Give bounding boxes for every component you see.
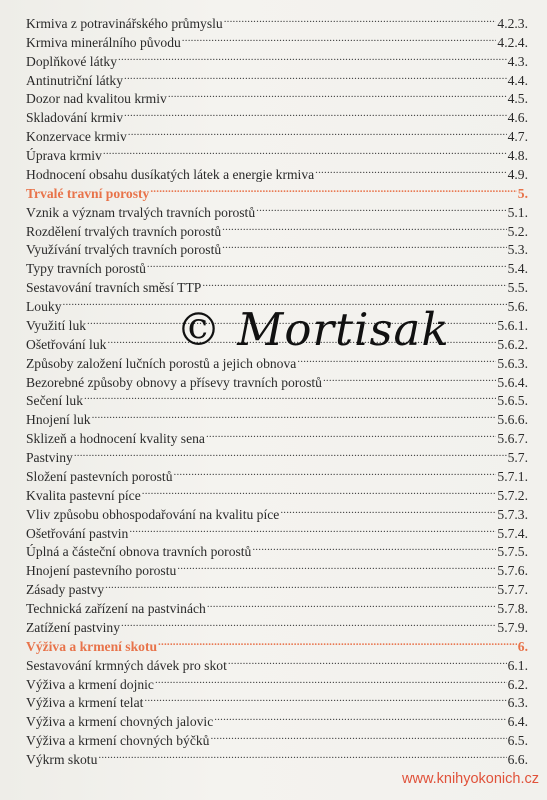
toc-entry-number: 4.4.	[507, 72, 528, 88]
toc-entry-number: 5.7.1.	[497, 468, 528, 484]
toc-entry-number: 5.7.5.	[497, 544, 528, 560]
toc-entry-title: Krmiva minerálního původu	[26, 34, 181, 50]
toc-entry-number: 4.5.	[507, 91, 528, 107]
toc-dot-leader	[158, 632, 517, 651]
toc-entry-number: 5.6.	[507, 299, 528, 314]
toc-entry-number: 5.1.	[507, 204, 528, 220]
toc-dot-leader	[202, 273, 506, 292]
toc-dot-leader	[222, 217, 506, 236]
toc-entry-title: Ošetřování luk	[26, 336, 107, 352]
toc-entry	[26, 387, 528, 409]
toc-entry-number: 5.7.9.	[497, 619, 528, 635]
toc-entry-number: 5.6.5.	[497, 393, 528, 409]
website-url: www.knihyokonich.cz	[402, 771, 539, 787]
toc-entry-title: Sklizeň a hodnocení kvality sena	[26, 431, 205, 447]
toc-dot-leader	[224, 9, 497, 28]
toc-dot-leader	[206, 424, 496, 443]
toc-dot-leader	[103, 141, 507, 160]
toc-entry-title: Hnojení luk	[26, 412, 91, 428]
toc-dot-leader	[222, 236, 506, 255]
toc-entry-number: 5.7.6.	[497, 563, 528, 579]
toc-dot-leader	[121, 613, 496, 632]
toc-dot-leader	[98, 745, 506, 764]
toc-dot-leader	[207, 594, 497, 613]
toc-entry-number: 5.7.3.	[497, 506, 528, 522]
toc-entry-title: Louky	[26, 299, 62, 314]
toc-dot-leader	[142, 481, 497, 500]
toc-entry-number: 6.2.	[507, 676, 528, 692]
toc-dot-leader	[147, 254, 507, 273]
toc-dot-leader	[144, 689, 506, 708]
toc-entry-number: 5.6.2.	[497, 336, 528, 352]
table-of-contents	[26, 9, 528, 767]
toc-dot-leader	[105, 575, 496, 594]
copyright-watermark: © Mortisak	[176, 303, 450, 356]
toc-entry-title: Bezorebné způsoby obnovy a přísevy travních porostů	[26, 374, 322, 390]
toc-dot-leader	[129, 519, 496, 538]
toc-entry-title: Antinutriční látky	[26, 72, 124, 88]
toc-entry-title: Sečení luk	[26, 393, 84, 409]
toc-entry-title: Kvalita pastevní píce	[26, 487, 141, 503]
toc-entry-title: Výživa a krmení chovných jalovic	[26, 714, 214, 730]
toc-entry-title: Výkrm skotu	[26, 752, 98, 767]
toc-entry-number: 5.6.4.	[497, 374, 528, 390]
toc-entry-number: 5.4.	[507, 261, 528, 277]
toc-entry-number: 5.5.	[507, 280, 528, 296]
toc-entry-title: Typy travních porostů	[26, 261, 146, 277]
toc-entry-number: 4.2.4.	[497, 34, 528, 50]
toc-entry-number: 5.6.7.	[497, 431, 528, 447]
toc-dot-leader	[252, 538, 496, 557]
toc-entry-number: 5.7.8.	[497, 601, 528, 616]
toc-entry-number: 4.3.	[507, 53, 528, 69]
toc-entry-title: Pastviny	[26, 450, 73, 465]
toc-dot-leader	[315, 160, 506, 179]
toc-entry-number: 5.2.	[507, 223, 528, 239]
toc-entry	[26, 424, 528, 447]
toc-entry-title: Využití luk	[26, 317, 87, 333]
toc-dot-leader	[155, 670, 507, 689]
toc-entry	[26, 745, 528, 767]
toc-entry-title: Vliv způsobu obhospodařování na kvalitu píce	[26, 506, 280, 522]
toc-entry-title: Složení pastevních porostů	[26, 468, 173, 484]
toc-dot-leader	[84, 387, 496, 406]
toc-entry-title: Ošetřování pastvin	[26, 525, 129, 541]
toc-entry-number: 4.8.	[507, 148, 528, 163]
toc-dot-leader	[168, 85, 507, 104]
toc-entry-title: Dozor nad kvalitou krmiv	[26, 91, 167, 107]
toc-entry-title: Zásady pastvy	[26, 582, 105, 598]
toc-entry-title: Vznik a význam trvalých travních porostů	[26, 204, 256, 220]
toc-entry-title: Sestavování krmných dávek pro skot	[26, 657, 227, 673]
toc-entry-title: Úplná a částeční obnova travních porostů	[26, 544, 252, 560]
toc-entry	[26, 405, 528, 428]
toc-entry-number: 4.7.	[507, 129, 528, 145]
toc-entry-number: 4.9.	[507, 166, 528, 182]
toc-entry-number: 5.7.4.	[497, 525, 528, 541]
toc-dot-leader	[210, 726, 506, 745]
toc-dot-leader	[124, 66, 507, 85]
toc-entry	[26, 443, 528, 465]
toc-entry-number: 5.6.1.	[497, 317, 528, 333]
toc-dot-leader	[92, 405, 497, 424]
toc-dot-leader	[124, 103, 507, 122]
toc-entry-number: 4.2.3.	[497, 15, 528, 31]
toc-entry	[26, 462, 528, 484]
toc-dot-leader	[182, 28, 497, 47]
toc-entry-number: 5.6.3.	[497, 355, 528, 371]
toc-entry-title: Hnojení pastevního porostu	[26, 563, 177, 579]
toc-entry-title: Způsoby založení lučních porostů a jejich obnova	[26, 355, 297, 371]
toc-entry-title: Výživa a krmení dojnic	[26, 676, 154, 692]
toc-dot-leader	[174, 462, 497, 481]
toc-dot-leader	[150, 179, 516, 198]
toc-entry-title: Technická zařízení na pastvinách	[26, 601, 206, 616]
toc-entry-title: Využívání trvalých travních porostů	[26, 242, 222, 258]
toc-dot-leader	[177, 556, 496, 575]
toc-dot-leader	[228, 651, 507, 670]
toc-entry-number: 6.6.	[507, 752, 528, 767]
toc-dot-leader	[128, 122, 507, 141]
toc-entry-number: 6.3.	[507, 695, 528, 711]
toc-entry-number: 5.3.	[507, 242, 528, 258]
toc-dot-leader	[323, 368, 496, 387]
toc-dot-leader	[280, 500, 496, 519]
toc-entry-title: Sestavování travních směsí TTP	[26, 280, 202, 296]
toc-entry-title: Trvalé travní porosty	[26, 185, 150, 201]
toc-entry-title: Doplňkové látky	[26, 53, 117, 69]
toc-entry-title: Výživa a krmení telat	[26, 695, 144, 711]
toc-entry-number: 5.7.2.	[497, 487, 528, 503]
toc-entry-title: Výživa a krmení chovných býčků	[26, 733, 210, 749]
toc-entry-title: Výživa a krmení skotu	[26, 638, 158, 654]
toc-entry-number: 5.6.6.	[497, 412, 528, 428]
toc-entry-number: 5.7.	[507, 450, 528, 465]
toc-entry-number: 6.4.	[507, 714, 528, 730]
toc-entry-title: Hodnocení obsahu dusíkatých látek a energie krmiva	[26, 166, 315, 182]
toc-entry	[26, 9, 528, 31]
toc-entry-number: 6.	[517, 638, 528, 654]
toc-entry-number: 5.7.7.	[497, 582, 528, 598]
toc-entry-title: Konzervace krmiv	[26, 129, 127, 145]
toc-dot-leader	[74, 443, 507, 462]
toc-entry-number: 6.1.	[507, 657, 528, 673]
toc-dot-leader	[118, 47, 507, 66]
toc-entry-number: 4.6.	[507, 110, 528, 126]
toc-dot-leader	[214, 707, 506, 726]
toc-entry-title: Krmiva z potravinářského průmyslu	[26, 15, 223, 31]
toc-entry-title: Skladování krmiv	[26, 110, 124, 126]
toc-entry-title: Úprava krmiv	[26, 148, 102, 163]
toc-entry-number: 5.	[517, 185, 528, 201]
toc-entry-number: 6.5.	[507, 733, 528, 749]
toc-entry-title: Rozdělení trvalých travních porostů	[26, 223, 222, 239]
toc-entry-title: Zatížení pastviny	[26, 619, 120, 635]
toc-dot-leader	[256, 198, 506, 217]
